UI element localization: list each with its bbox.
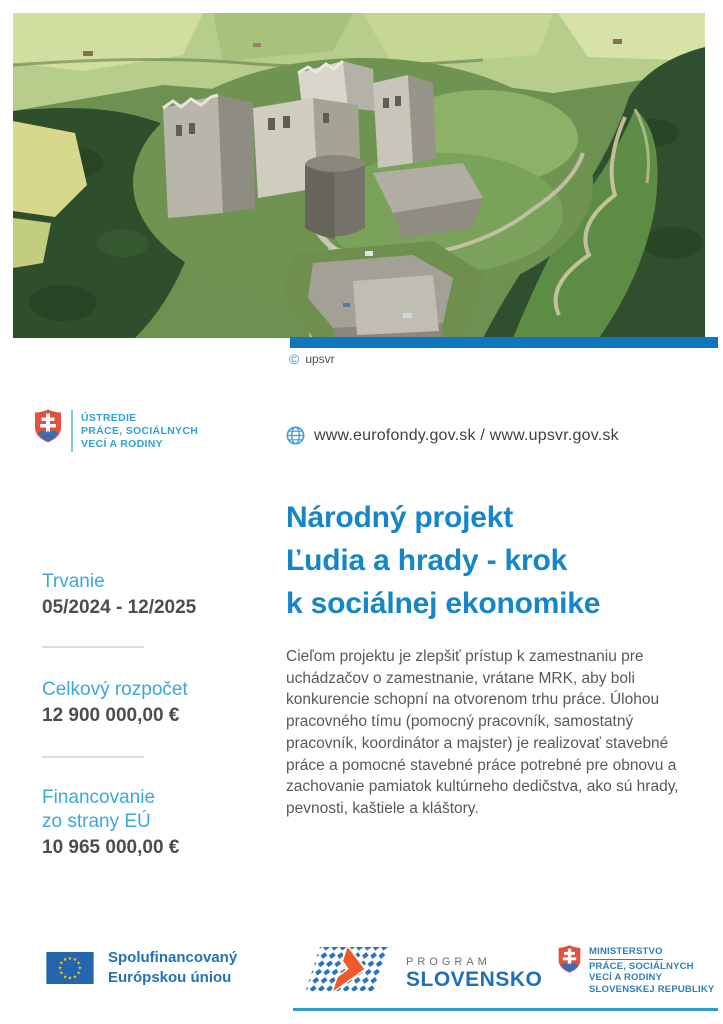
org-name-line3: VECÍ A RODINY <box>81 438 163 450</box>
title-line-2: Ľudia a hrady - krok <box>286 544 568 577</box>
project-description: Cieľom projektu je zlepšiť prístup k zamestnaniu pre uchádzačov o zamestnanie, vrátane MRK, aby boli konkurencie schopní na otvorenom trhu práce. Úlohou pracovného tímu (pomocný pracovník, samostatný pracovník, koordinátor a majster) je realizovať stavebné práce a pomocné stavebné práce potrebné pre obnovu a zachovanie pamiatok kultúrneho dedičstva, ako sú hrady, pevnosti, kaštiele a kláštory. <box>286 648 679 817</box>
fact-financing-value: 10 965 000,00 € <box>42 837 180 858</box>
ministry-line2: PRÁCE, SOCIÁLNYCH <box>589 960 694 972</box>
footer-ministry-logo <box>557 944 714 995</box>
title-line-3: k sociálnej ekonomike <box>286 587 601 620</box>
fact-duration-value: 05/2024 - 12/2025 <box>42 597 197 618</box>
ministry-line4: SLOVENSKEJ REPUBLIKY <box>589 983 715 995</box>
upsvr-logo <box>33 408 198 452</box>
org-name-line2: PRÁCE, SOCIÁLNYCH <box>81 425 199 437</box>
fact-budget-label <box>42 678 272 702</box>
svg-text:★: ★ <box>62 974 68 981</box>
fact-eu-financing <box>42 786 272 860</box>
upsvr-logo-divider <box>71 410 73 452</box>
program-slovensko-text <box>406 950 542 991</box>
program-label: PROGRAM <box>406 955 491 968</box>
eu-text-line2: Európskou úniou <box>108 969 232 986</box>
ministry-text <box>589 944 714 995</box>
upsvr-logo-text <box>81 408 198 451</box>
fact-total-budget <box>42 678 272 728</box>
svg-text:★: ★ <box>59 970 64 977</box>
castle-photo-illustration <box>13 13 705 338</box>
title-line-1: Národný projekt <box>286 501 514 534</box>
website-row <box>286 426 619 445</box>
svg-text:★: ★ <box>72 974 78 981</box>
svg-text:★: ★ <box>67 975 73 982</box>
ministry-line1: MINISTERSTVO <box>589 946 663 960</box>
fact-duration-label <box>42 570 272 594</box>
eu-flag-icon <box>46 952 94 984</box>
fact-label-line1: Trvanie <box>42 571 105 592</box>
photo-accent-bar <box>290 337 718 348</box>
castle-photo <box>13 13 705 338</box>
fact-label-line1: Celkový rozpočet <box>42 679 188 700</box>
photo-caption-text: upsvr <box>305 352 335 366</box>
copyright-icon: © <box>289 351 300 367</box>
svg-text:★: ★ <box>77 965 83 972</box>
svg-text:★: ★ <box>67 955 73 962</box>
program-slovensko-mark-icon <box>300 941 392 999</box>
fact-divider-1 <box>42 646 144 648</box>
ministry-line3: VECÍ A RODINY <box>589 972 663 983</box>
program-name: SLOVENSKO <box>406 967 543 991</box>
fact-label-line2: zo strany EÚ <box>42 811 151 832</box>
svg-text:★: ★ <box>72 957 78 964</box>
svg-text:★: ★ <box>76 960 81 967</box>
slovak-coat-of-arms-icon <box>557 944 582 974</box>
page-title <box>286 496 600 625</box>
website-urls[interactable]: www.eurofondy.gov.sk / www.upsvr.gov.sk <box>314 426 619 444</box>
photo-caption <box>289 352 335 366</box>
footer-program-logo <box>300 941 542 999</box>
svg-text:★: ★ <box>62 957 68 964</box>
svg-text:★: ★ <box>59 960 64 967</box>
slovak-coat-of-arms-icon <box>33 408 63 444</box>
fact-financing-label <box>42 786 272 834</box>
fact-budget-value: 12 900 000,00 € <box>42 705 180 726</box>
eu-funding-text <box>108 948 237 988</box>
globe-icon <box>286 426 305 445</box>
svg-text:★: ★ <box>57 965 63 972</box>
eu-text-line1: Spolufinancovaný <box>108 949 238 966</box>
org-name-line1: ÚSTREDIE <box>81 412 137 424</box>
fact-duration <box>42 570 272 620</box>
fact-label-line1: Financovanie <box>42 787 156 808</box>
svg-text:★: ★ <box>76 970 81 977</box>
fact-divider-2 <box>42 756 144 758</box>
footer-accent-line <box>293 1008 718 1011</box>
footer-eu-logo <box>46 948 237 988</box>
